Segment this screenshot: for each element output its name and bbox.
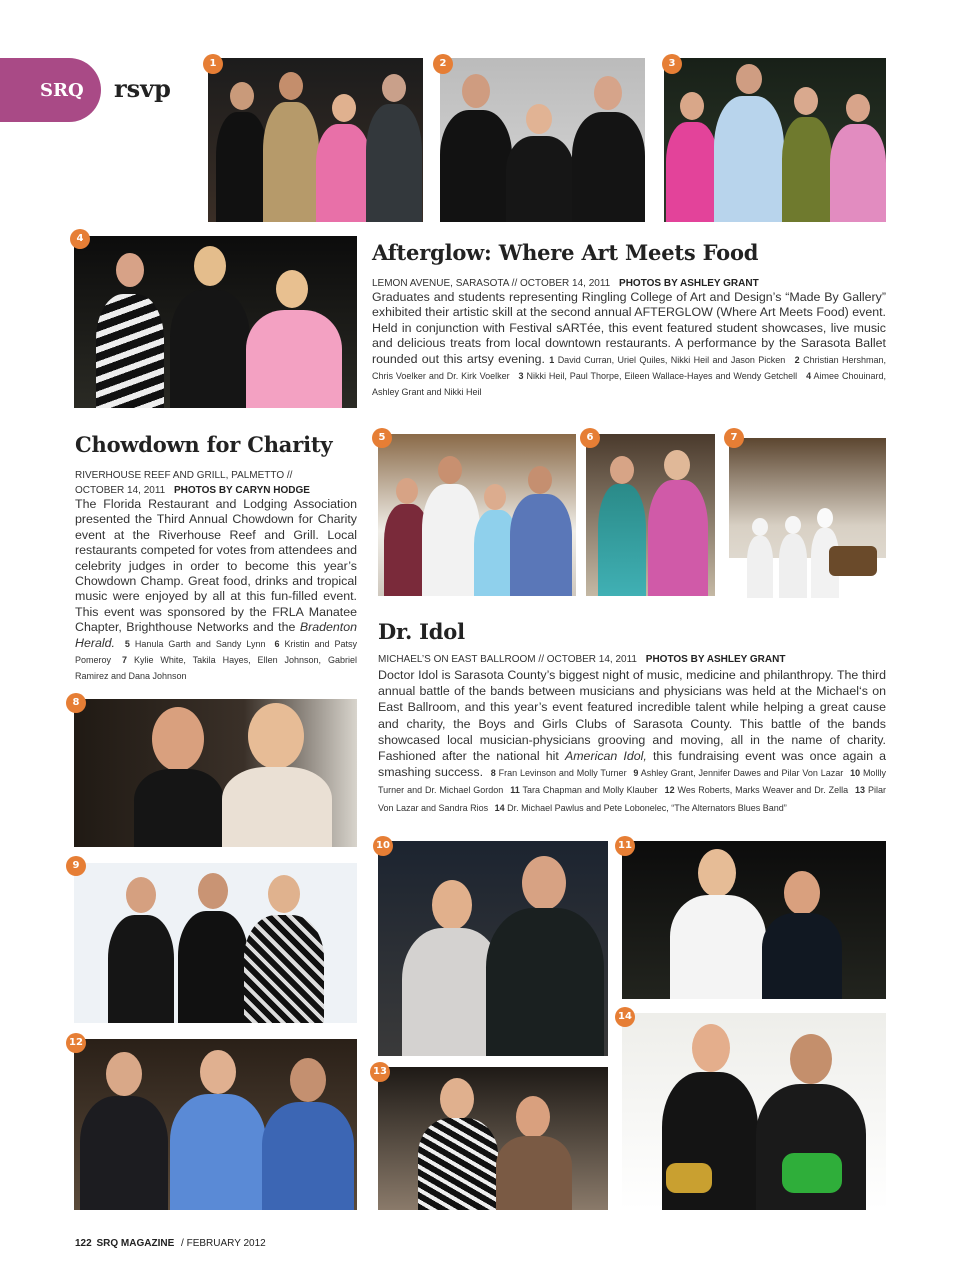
idol-meta: MICHAEL’S ON EAST BALLROOM // OCTOBER 14, 2011 PHOTOS BY ASHLEY GRANT <box>378 654 786 665</box>
photo-4 <box>74 236 357 408</box>
photo-credit: PHOTOS BY CARYN HODGE <box>174 485 310 496</box>
section-label: rsvp <box>114 74 171 103</box>
chowdown-meta: RIVERHOUSE REEF AND GRILL, PALMETTO // OCTOBER 14, 2011 PHOTOS BY CARYN HODGE <box>75 470 310 496</box>
idol-title: Dr. Idol <box>378 619 465 644</box>
photo-number-badge: 14 <box>615 1007 635 1027</box>
afterglow-meta: LEMON AVENUE, SARASOTA // OCTOBER 14, 2011 PHOTOS BY ASHLEY GRANT <box>372 278 759 289</box>
issue-date: / FEBRUARY 2012 <box>181 1238 266 1249</box>
photo-2 <box>440 58 645 222</box>
photo-number-badge: 12 <box>66 1033 86 1053</box>
chowdown-body: The Florida Restaurant and Lodging Association presented the Third Annual Chowdown for Charity event at the Riverhouse Reef and Grill. Local restaurants competed for votes from attendees and celebrity judges in order to become this year’s Chowdown Champ. Great food, drinks and tropical music were enjoyed by all at this fun-filled event. This event was sponsored by the FRLA Manatee Chapter, Brighthouse Networks and the Bradenton Herald. 5 Hanula Garth and Sandy Lynn 6 Kristin and Patsy Pomeroy 7 Kylie White, Takila Hayes, Ellen Johnson, Gabriel Ramirez and Dana Johnson <box>75 497 357 682</box>
photo-credit: PHOTOS BY ASHLEY GRANT <box>645 654 786 665</box>
afterglow-body: Graduates and students representing Ringling College of Art and Design’s “Made By Gallery” exhibited their artistic skill at the second annual AFTERGLOW (Where Art Meets Food) event. Held in conjunction with Festival sARTée, this event featured student showcases, live music and delicious treats from local downtown restaurants. A performance by the Sarasota Ballet rounded out this artsy evening. 1 David Curran, Uriel Quiles, Nikki Heil and Jason Picken 2 Christian Hershman, Chris Voelker and Dr. Kirk Voelker 3 Nikki Heil, Paul Thorpe, Eileen Wallace-Hayes and Wendy Getchell 4 Aimee Chouinard, Ashley Grant and Nikki Heil <box>372 290 886 398</box>
photo-8 <box>74 699 357 847</box>
photo-5 <box>378 434 576 596</box>
idol-body: Doctor Idol is Sarasota County’s biggest night of music, medicine and philanthropy. The third annual battle of the bands between musicians and physicians was held at the Michael‘s on East Ballroom, and this year’s event featured incredible talent while helping a great cause and charity, the Boys and Girls Clubs of Sarasota County. This battle of the bands showcased local musician-physicians grooving and moving, all in the name of charity. Fashioned after the national hit American Idol, this fundraising event was once again a smashing success. 8 Fran Levinson and Molly Turner 9 Ashley Grant, Jennifer Dawes and Pilar Von Lazar 10 Mollly Turner and Dr. Michael Gordon 11 Tara Chapman and Molly Klauber 12 Wes Roberts, Marks Weaver and Dr. Zella 13 Pilar Von Lazar and Sandra Rios 14 Dr. Michael Pawlus and Pete Lobonelec, “The Alternators Blues Band” <box>378 668 886 813</box>
page-footer <box>75 1238 266 1249</box>
photo-number-badge: 5 <box>372 428 392 448</box>
photo-number-badge: 8 <box>66 693 86 713</box>
afterglow-title: Afterglow: Where Art Meets Food <box>372 240 759 265</box>
page-number: 122 <box>75 1238 92 1249</box>
photo-3 <box>664 58 886 222</box>
photo-number-badge: 10 <box>373 836 393 856</box>
photo-number-badge: 6 <box>580 428 600 448</box>
photo-9 <box>74 863 357 1023</box>
photo-12 <box>74 1039 357 1210</box>
srq-logo: SRQ <box>40 80 84 101</box>
photo-number-badge: 13 <box>370 1062 390 1082</box>
photo-1 <box>208 58 423 222</box>
photo-14 <box>622 1013 886 1210</box>
photo-number-badge: 7 <box>724 428 744 448</box>
photo-number-badge: 2 <box>433 54 453 74</box>
photo-number-badge: 1 <box>203 54 223 74</box>
photo-number-badge: 11 <box>615 836 635 856</box>
photo-6 <box>586 434 715 596</box>
photo-10 <box>378 841 608 1056</box>
photo-number-badge: 9 <box>66 856 86 876</box>
magazine-name: SRQ MAGAZINE <box>96 1238 175 1249</box>
photo-credit: PHOTOS BY ASHLEY GRANT <box>619 278 759 289</box>
photo-number-badge: 4 <box>70 229 90 249</box>
photo-number-badge: 3 <box>662 54 682 74</box>
photo-13 <box>378 1067 608 1210</box>
chowdown-title: Chowdown for Charity <box>75 432 333 457</box>
photo-11 <box>622 841 886 999</box>
photo-7 <box>729 438 886 598</box>
